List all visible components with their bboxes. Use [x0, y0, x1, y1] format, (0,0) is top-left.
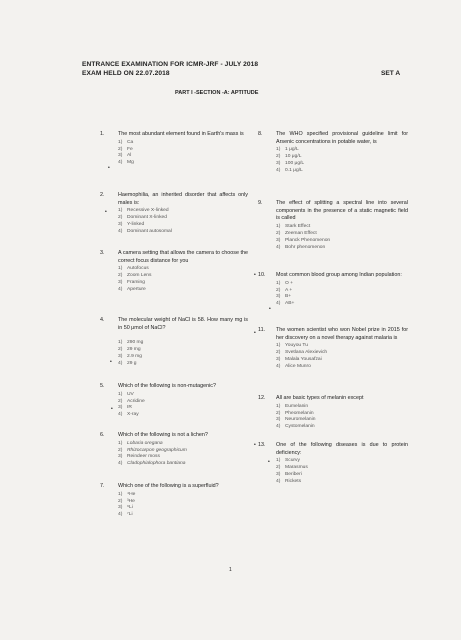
option: 2) 10 μg/L	[276, 154, 302, 160]
answer-mark-dot: •	[254, 442, 256, 448]
option: 1) Recessive X-linked	[118, 208, 169, 214]
answer-mark-dot: •	[268, 459, 270, 465]
question-12	[258, 395, 408, 431]
option: 4) Cladophialophora bantiana	[118, 461, 186, 467]
option: 3) Reindeer moss	[118, 454, 160, 460]
option: 2) Acridine	[118, 398, 145, 404]
option: 1) Stark Effect	[276, 223, 311, 229]
option: 1) Scurvy	[276, 458, 300, 464]
answer-mark-dot: •	[111, 406, 113, 412]
option: 3) 100 μg/L	[276, 161, 305, 166]
option: 3) Beriberi	[276, 472, 302, 477]
question-text: The women scientist who won Nobel prize in 2015 for her discovery on a novel therapy against malaria is	[276, 327, 408, 341]
option: 1) 290 mg	[118, 340, 144, 346]
question-5	[100, 383, 248, 419]
option: 3) 2.9 mg	[118, 354, 142, 359]
option: 1) 1 μg/L	[276, 147, 299, 153]
option: 1) Ca	[118, 139, 134, 145]
option: 2) Rhizocarpon geographicum	[118, 447, 187, 453]
answer-mark-dot: •	[105, 209, 107, 215]
section-title: PART I -SECTION -A: APTITUDE	[175, 90, 259, 96]
option: 2) Marasmus	[276, 465, 308, 471]
option: 1) UV	[118, 391, 134, 397]
question-11	[258, 327, 408, 371]
question-text: All are basic types of melanin except	[276, 395, 364, 401]
option: 2) Zeeman Effect	[276, 230, 317, 236]
option: 4) Alice Munro	[276, 363, 311, 369]
option: 4) 29 g	[118, 360, 137, 366]
option: 1) Lobaria oregana	[118, 440, 163, 446]
question-text: One of the following diseases is due to protein deficiency:	[276, 442, 408, 456]
exam-title: ENTRANCE EXAMINATION FOR ICMR-JRF - JULY 2018	[82, 61, 259, 68]
option: 1) Eumelanin	[276, 403, 309, 409]
option: 2) A +	[276, 287, 293, 293]
question-text: Which of the following is non-mutagenic?	[118, 383, 216, 389]
option: 4) Cystomelanin	[276, 424, 315, 430]
question-text: A camera setting that allows the camera to choose the correct focus distance for you	[118, 250, 248, 264]
question-number: 3.	[100, 250, 105, 256]
question-text: The molecular weight of NaCl is 58. How many mg is in 50 μmol of NaCl?	[118, 317, 248, 331]
option: 4) X-ray	[118, 412, 139, 418]
option: 4) Mg	[118, 160, 134, 166]
option: 2) 29 mg	[118, 347, 141, 353]
question-10	[258, 272, 408, 308]
option: 3) IR	[118, 405, 132, 411]
option: 3) Planck Phenomenon	[276, 237, 331, 243]
option: 1) O +	[276, 280, 294, 286]
page-number: 1	[229, 567, 232, 573]
option: 4) Rickets	[276, 478, 302, 484]
question-number: 12.	[258, 395, 266, 401]
answer-mark-dot: •	[254, 272, 256, 278]
question-text: The most abundant element found in Earth's mass is	[118, 131, 244, 137]
answer-mark-dot: •	[254, 330, 256, 336]
question-8	[258, 131, 408, 175]
question-9	[258, 200, 408, 251]
question-2	[100, 192, 248, 236]
option: 2) ³He	[118, 498, 135, 504]
question-13	[258, 442, 408, 486]
option: 3) B+	[276, 294, 292, 300]
option: 2) Dominant X-linked	[118, 215, 167, 221]
option: 3) ⁶Li	[118, 505, 133, 511]
question-number: 11.	[258, 327, 266, 333]
option: 2) Zoom Lens	[118, 273, 152, 279]
option: 1) Youyou Tu	[276, 343, 308, 349]
question-number: 10.	[258, 272, 266, 278]
option: 3) Neuromelanin	[276, 417, 316, 423]
answer-mark-dot: •	[110, 359, 112, 365]
question-text: Which one of the following is a superfluid?	[118, 483, 219, 489]
question-number: 7.	[100, 483, 105, 489]
question-text: Which of the following is not a lichen?	[118, 432, 208, 438]
question-text: The WHO specified provisional guideline limit for Arsenic concentrations in potable water, is	[276, 131, 408, 145]
option: 4) ⁷Li	[118, 512, 133, 518]
option: 4) AB+	[276, 301, 295, 307]
question-text: Most common blood group among Indian population:	[276, 272, 402, 278]
question-number: 4.	[100, 317, 105, 323]
option: 2) Fe	[118, 146, 133, 152]
question-text: The effect of splitting a spectral line into several components in the presence of a static magnetic field is called	[276, 200, 408, 222]
set-label: SET A	[381, 70, 401, 77]
option: 4) Aperture	[118, 286, 146, 292]
answer-mark-dot: •	[108, 165, 110, 171]
exam-date: EXAM HELD ON 22.07.2018	[82, 70, 170, 77]
option: 2) Pheomelanin	[276, 410, 314, 416]
question-number: 5.	[100, 383, 105, 389]
option: 4) 0.1 μg/L	[276, 167, 303, 173]
option: 3) Y-linked	[118, 222, 145, 227]
question-7	[100, 483, 248, 519]
question-number: 13.	[258, 442, 266, 448]
option: 3) Malala Yousafzai	[276, 357, 322, 362]
answer-mark-dot: •	[269, 306, 271, 312]
question-number: 6.	[100, 432, 105, 438]
option: 3) Al	[118, 153, 132, 159]
question-3	[100, 250, 248, 294]
question-1	[100, 131, 248, 167]
question-number: 2.	[100, 192, 105, 198]
option: 1) Autofocus	[118, 266, 149, 272]
question-number: 8.	[258, 131, 263, 137]
option: 1) ⁴He	[118, 491, 136, 497]
question-4	[100, 317, 248, 368]
question-6	[100, 432, 248, 468]
question-number: 9.	[258, 200, 263, 206]
option: 4) Bohr phenomenon	[276, 244, 326, 250]
question-text: Haemophilia, an inherited disorder that affects only males is:	[118, 192, 248, 206]
option: 3) Framing	[118, 280, 145, 285]
question-number: 1.	[100, 131, 105, 137]
option: 4) Dominant autosomal	[118, 228, 172, 234]
option: 2) Svetlana Alexievich	[276, 350, 328, 356]
